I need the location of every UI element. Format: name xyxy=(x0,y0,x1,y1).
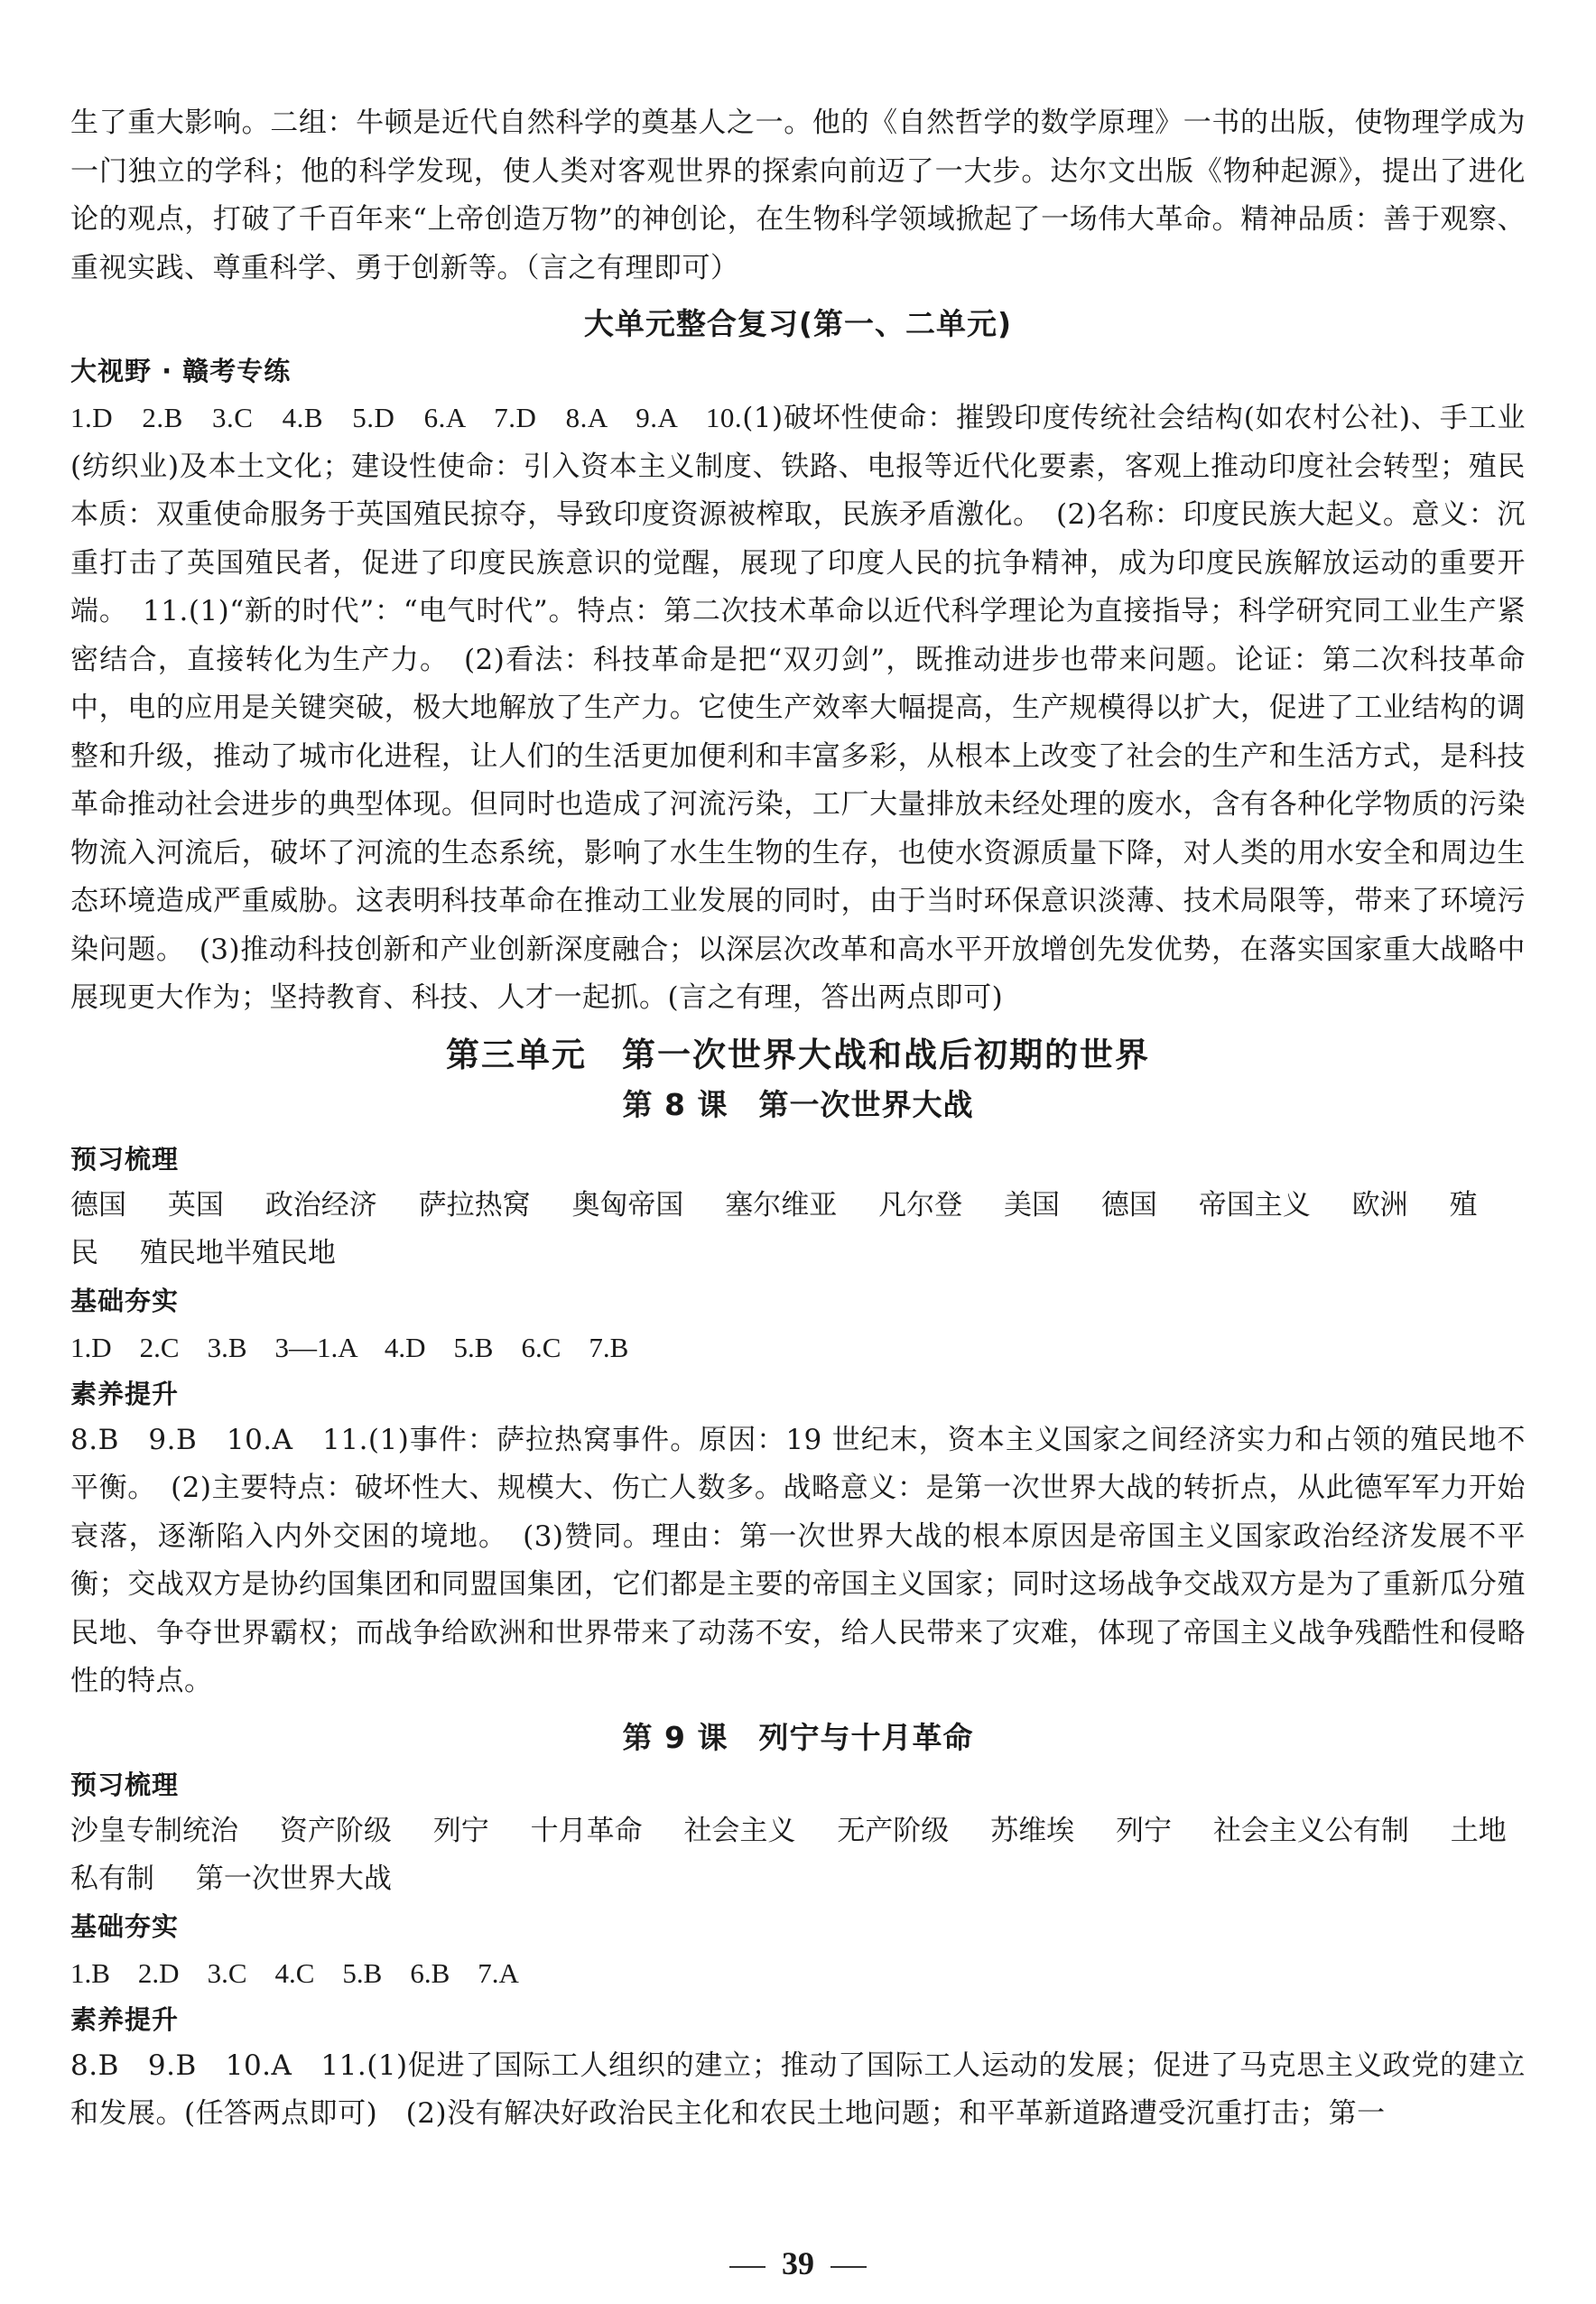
intro-paragraph: 生了重大影响。二组：牛顿是近代自然科学的奠基人之一。他的《自然哲学的数学原理》一书的出版，使物理学成为一门独立的学科；他的科学发现，使人类对客观世界的探索向前迈了一大步。达尔文出版《物种起源》，提出了进化论的观点，打破了千百年来“上帝创造万物”的神创论，在生物科学领域掀起了一场伟大革命。精神品质：善于观察、重视实践、尊重科学、勇于创新等。（言之有理即可） xyxy=(70,107,1526,284)
lesson9-preview-terms xyxy=(70,1807,1526,1904)
preview-term: 塞尔维亚 xyxy=(725,1188,838,1222)
preview-term: 政治经济 xyxy=(264,1188,377,1222)
preview-term: 德国 xyxy=(70,1188,126,1222)
answer-page xyxy=(70,99,1526,2139)
lesson9-preview-label: 预习梳理 xyxy=(70,1769,180,1800)
preview-term: 社会主义 xyxy=(683,1814,796,1847)
page-number-left-rule xyxy=(729,2266,766,2268)
lesson9-improve-label: 素养提升 xyxy=(70,2003,180,2035)
preview-term: 沙皇专制统治 xyxy=(70,1814,238,1847)
lesson9-basic-answers: 1.B 2.D 3.C 4.C 5.B 6.B 7.A xyxy=(70,1956,519,1989)
preview-term: 无产阶级 xyxy=(837,1814,950,1847)
review-section-title: 大单元整合复习(第一、二单元) xyxy=(583,306,1013,341)
lesson9-title: 第 9 课 列宁与十月革命 xyxy=(622,1719,974,1755)
lesson8-improve-label: 素养提升 xyxy=(70,1378,180,1409)
preview-term: 第一次世界大战 xyxy=(195,1863,392,1895)
preview-term: 萨拉热窝 xyxy=(418,1188,531,1222)
lesson9-improve-paragraph: 8.B 9.B 10.A 11.(1)促进了国际工人组织的建立；推动了国际工人运动的发展；促进了马克思主义政党的建立和发展。(任答两点即可) (2)没有解决好政治民主化和农民土地问题；和平革新道路遭受沉重打击；第一 xyxy=(70,2049,1526,2130)
preview-term: 殖民 xyxy=(70,1188,1478,1269)
review-choice-answers: 1.D 2.B 3.C 4.B 5.D 6.A 7.D 8.A 9.A 10. xyxy=(70,402,743,433)
preview-term: 帝国主义 xyxy=(1198,1188,1311,1222)
page-number-right-rule xyxy=(830,2266,867,2268)
preview-term: 殖民地半殖民地 xyxy=(139,1237,336,1269)
lesson8-basic-label: 基础夯实 xyxy=(70,1285,180,1316)
review-subtitle: 大视野 · 赣考专练 xyxy=(70,356,292,386)
page-number xyxy=(0,2244,1596,2282)
page-number-value: 39 xyxy=(782,2245,814,2281)
preview-term: 社会主义公有制 xyxy=(1212,1814,1409,1847)
lesson8-preview-label: 预习梳理 xyxy=(70,1143,180,1175)
lesson9-basic-label: 基础夯实 xyxy=(70,1910,180,1942)
preview-term: 英国 xyxy=(167,1188,224,1222)
preview-term: 土地私有制 xyxy=(70,1814,1507,1895)
preview-term: 资产阶级 xyxy=(279,1814,392,1847)
preview-term: 列宁 xyxy=(1116,1814,1173,1847)
preview-term: 美国 xyxy=(1004,1188,1061,1222)
preview-term: 德国 xyxy=(1100,1188,1157,1222)
review-essay-answers: (1)破坏性使命：摧毁印度传统社会结构(如农村公社)、手工业(纺织业)及本土文化；建设性使命：引入资本主义制度、铁路、电报等近代化要素，客观上推动印度社会转型；殖民本质：双重使命服务于英国殖民掠夺，导致印度资源被榨取，民族矛盾激化。 (2)名称：印度民族大起义。意义：沉重打击了英国殖民者，促进了印度民族意识的觉醒，展现了印度人民的抗争精神，成为印度民族解放运动的重要开端。 11.(1)“新的时代”：“电气时代”。特点：第二次技术革命以近代科学理论为直接指导；科学研究同工业生产紧密结合，直接转化为生产力。 (2)看法：科技革命是把“双刃剑”，既推动进步也带来问题。论证：第二次科技革命中，电的应用是关键突破，极大地解放了生产力。它使生产效率大幅提高，生产规模得以扩大，促进了工业结构的调整和升级，推动了城市化进程，让人们的生活更加便利和丰富多彩，从根本上改变了社会的生产和生活方式，是科技革命推动社会进步的典型体现。但同时也造成了河流污染，工厂大量排放未经处理的废水，含有各种化学物质的污染物流入河流后，破坏了河流的生态系统，影响了水生生物的生存，也使水资源质量下降，对人类的用水安全和周边生态环境造成严重威胁。这表明科技革命在推动工业发展的同时，由于当时环保意识淡薄、技术局限等，带来了环境污染问题。 (3)推动科技创新和产业创新深度融合；以深层次改革和高水平开放增创先发优势，在落实国家重大战略中展现更大作为；坚持教育、科技、人才一起抓。(言之有理，答出两点即可) xyxy=(70,402,1526,1014)
preview-term: 奥匈帝国 xyxy=(571,1188,684,1222)
lesson8-preview-terms xyxy=(70,1182,1526,1278)
preview-term: 凡尔登 xyxy=(878,1188,963,1222)
lesson8-improve-paragraph: 8.B 9.B 10.A 11.(1)事件：萨拉热窝事件。原因：19 世纪末，资本主义国家之间经济实力和占领的殖民地不平衡。 (2)主要特点：破坏性大、规模大、伤亡人数多。战略意义：是第一次世界大战的转折点，从此德军军力开始衰落，逐渐陷入内外交困的境地。 (3)赞同。理由：第一次世界大战的根本原因是帝国主义国家政治经济发展不平衡；交战双方是协约国集团和同盟国集团，它们都是主要的帝国主义国家；同时这场战争交战双方是为了重新瓜分殖民地、争夺世界霸权；而战争给欧洲和世界带来了动荡不安，给人民带来了灾难，体现了帝国主义战争残酷性和侵略性的特点。 xyxy=(70,1423,1526,1697)
unit3-title: 第三单元 第一次世界大战和战后初期的世界 xyxy=(446,1035,1150,1074)
preview-term: 十月革命 xyxy=(530,1814,643,1847)
lesson8-basic-answers: 1.D 2.C 3.B 3—1.A 4.D 5.B 6.C 7.B xyxy=(70,1331,629,1363)
preview-term: 列宁 xyxy=(432,1814,489,1847)
preview-term: 苏维埃 xyxy=(990,1814,1075,1847)
preview-term: 欧洲 xyxy=(1351,1188,1408,1222)
review-answers-paragraph xyxy=(70,394,1526,1023)
lesson8-title: 第 8 课 第一次世界大战 xyxy=(622,1086,974,1122)
